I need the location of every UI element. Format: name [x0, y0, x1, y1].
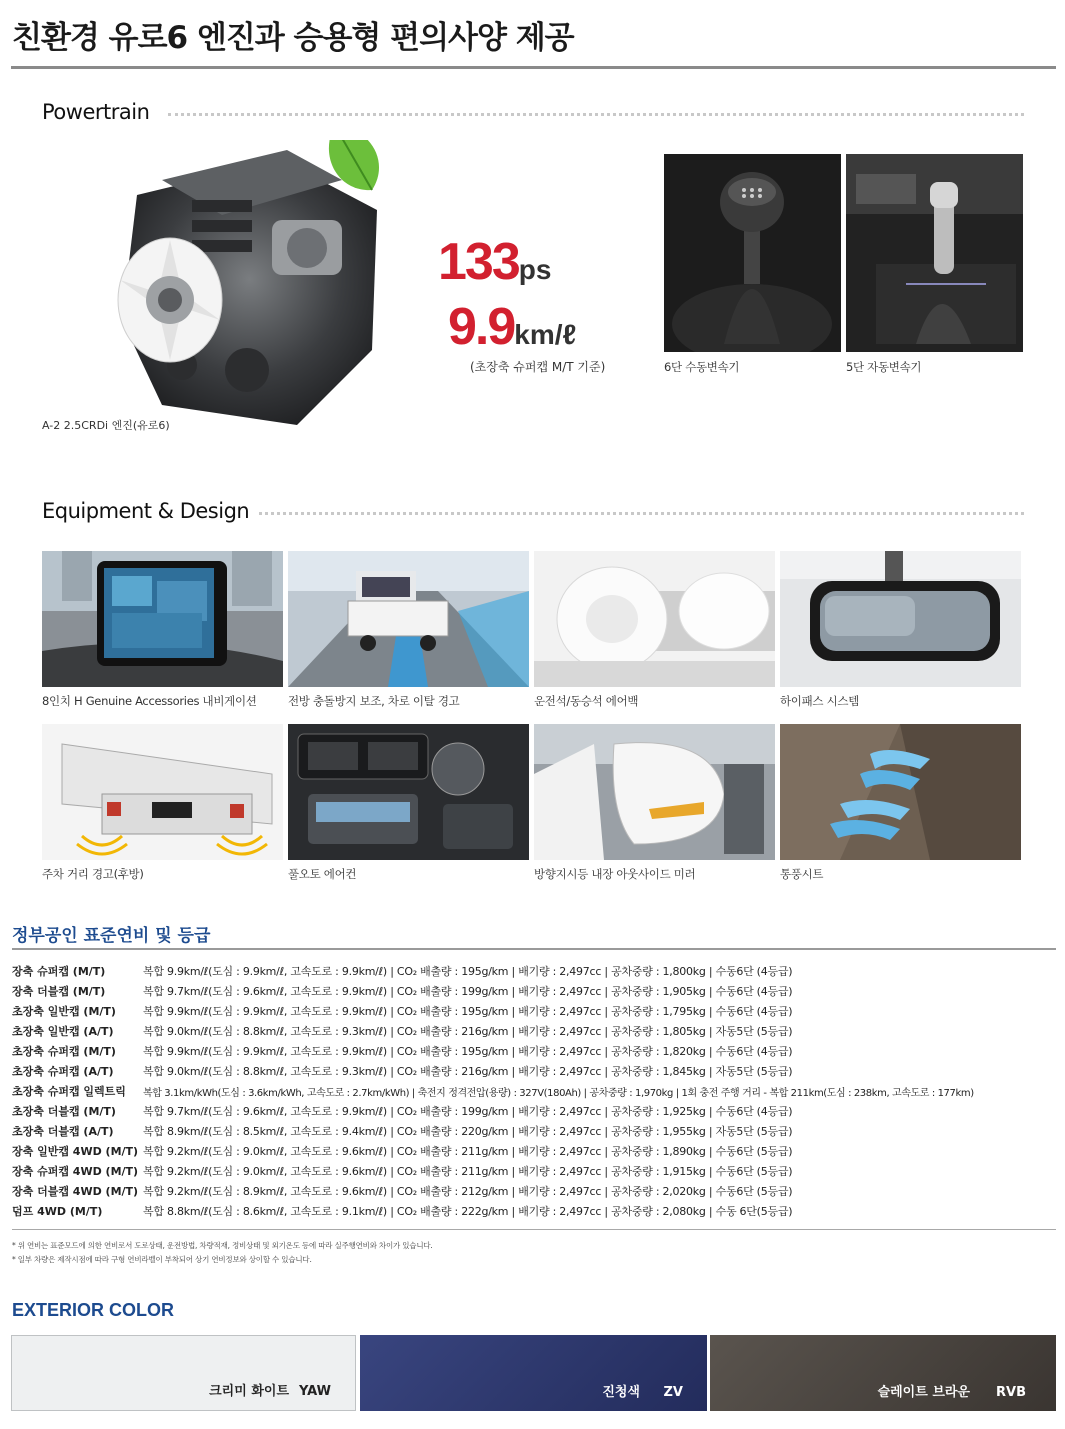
table-row: [12, 961, 1056, 981]
parking-sensor-icon: [42, 724, 283, 860]
model-spec: 복합 9.9km/ℓ(도심 : 9.9km/ℓ, 고속도로 : 9.9km/ℓ) | CO₂ 배출량 : 195g/km | 배기량 : 2,497cc | 공차중량 : 1,800kg | 수동6단 (4등급): [143, 965, 793, 978]
airbag-icon: [534, 551, 775, 687]
table-row: [12, 1081, 1056, 1101]
truck-lane-icon: [288, 551, 529, 687]
model-spec: 복합 9.9km/ℓ(도심 : 9.9km/ℓ, 고속도로 : 9.9km/ℓ) | CO₂ 배출량 : 195g/km | 배기량 : 2,497cc | 공차중량 : 1,795kg | 수동6단 (4등급): [143, 1005, 793, 1018]
model-spec: 복합 9.2km/ℓ(도심 : 9.0km/ℓ, 고속도로 : 9.6km/ℓ) | CO₂ 배출량 : 211g/km | 배기량 : 2,497cc | 공차중량 : 1,890kg | 수동6단 (5등급): [143, 1145, 793, 1158]
model-spec: 복합 9.9km/ℓ(도심 : 9.9km/ℓ, 고속도로 : 9.9km/ℓ) | CO₂ 배출량 : 195g/km | 배기량 : 2,497cc | 공차중량 : 1,820kg | 수동6단 (4등급): [143, 1045, 793, 1058]
model-name: 장축 더블캡 4WD (M/T): [12, 1185, 139, 1198]
model-name: 초장축 일반캡 (M/T): [12, 1005, 116, 1018]
engine-image: [42, 140, 422, 460]
table-row: [12, 1041, 1056, 1061]
model-name: 장축 슈퍼캡 4WD (M/T): [12, 1165, 139, 1178]
color-swatch-navy[interactable]: [360, 1335, 707, 1411]
color-swatch-brown[interactable]: [710, 1335, 1056, 1411]
model-name: 덤프 4WD (M/T): [12, 1205, 103, 1218]
power-spec: [438, 232, 551, 292]
model-spec: 복합 9.2km/ℓ(도심 : 9.0km/ℓ, 고속도로 : 9.6km/ℓ) | CO₂ 배출량 : 211g/km | 배기량 : 2,497cc | 공차중량 : 1,915kg | 수동6단 (5등급): [143, 1165, 793, 1178]
fuel-table-bottom-rule: [12, 1229, 1056, 1230]
footnote: * 위 연비는 표준모드에 의한 연비로서 도로상태, 운전방법, 차량적재, 정비상태 및 외기온도 등에 따라 실주행연비와 차이가 있습니다.: [12, 1241, 433, 1250]
footnote: * 일부 차량은 제작시점에 따라 구형 연비라벨이 부착되어 상기 연비정보와 상이할 수 있습니다.: [12, 1255, 312, 1264]
model-spec: 복합 9.2km/ℓ(도심 : 8.9km/ℓ, 고속도로 : 9.6km/ℓ) | CO₂ 배출량 : 212g/km | 배기량 : 2,497cc | 공차중량 : 2,020kg | 수동6단 (5등급): [143, 1185, 793, 1198]
model-name: 초장축 더블캡 (M/T): [12, 1105, 116, 1118]
fuel-value: 9.9: [448, 298, 515, 356]
table-row: [12, 1121, 1056, 1141]
title-divider: [11, 66, 1056, 69]
color-code: ZV: [663, 1385, 683, 1400]
climate-control-icon: [288, 724, 529, 860]
model-spec: 복합 8.8km/ℓ(도심 : 8.6km/ℓ, 고속도로 : 9.1km/ℓ) | CO₂ 배출량 : 222g/km | 배기량 : 2,497cc | 공차중량 : 2,080kg | 수동 6단(5등급): [143, 1205, 793, 1218]
model-spec: 복합 9.7km/ℓ(도심 : 9.6km/ℓ, 고속도로 : 9.9km/ℓ) | CO₂ 배출량 : 199g/km | 배기량 : 2,497cc | 공차중량 : 1,905kg | 수동6단 (4등급): [143, 985, 793, 998]
model-name: 초장축 일반캡 (A/T): [12, 1025, 114, 1038]
table-row: [12, 1141, 1056, 1161]
table-row: [12, 1061, 1056, 1081]
exterior-color-heading: EXTERIOR COLOR: [12, 1300, 175, 1320]
powertrain-heading: Powertrain: [42, 100, 150, 124]
color-name: 진청색: [602, 1385, 640, 1400]
parking-warning-caption: 주차 거리 경고(후방): [42, 867, 144, 881]
model-name: 초장축 더블캡 (A/T): [12, 1125, 114, 1138]
fuel-unit: km/ℓ: [514, 319, 577, 350]
model-spec: 복합 3.1km/kWh(도심 : 3.6km/kWh, 고속도로 : 2.7km/kWh) | 축전지 정격전압(용량) : 327V(180Ah) | 공차중량 : 1,970kg | 1회 충전 주행 거리 - 복합 211km(도심 : 238km, 고속도로 : 177km): [143, 1087, 974, 1099]
manual-transmission-caption: 6단 수동변속기: [664, 360, 740, 374]
spec-note: (초장축 슈퍼캡 M/T 기준): [470, 360, 606, 374]
hipass-caption: 하이패스 시스템: [780, 694, 860, 708]
table-row: [12, 1181, 1056, 1201]
side-mirror-icon: [534, 724, 775, 860]
model-spec: 복합 9.7km/ℓ(도심 : 9.6km/ℓ, 고속도로 : 9.9km/ℓ) | CO₂ 배출량 : 199g/km | 배기량 : 2,497cc | 공차중량 : 1,925kg | 수동6단 (4등급): [143, 1105, 793, 1118]
fuel-efficiency-heading: 정부공인 표준연비 및 등급: [12, 926, 211, 946]
powertrain-dotted-rule: [168, 113, 1024, 116]
airbag-caption: 운전석/동승석 에어백: [534, 694, 639, 708]
manual-shifter-icon: [664, 154, 841, 352]
auto-aircon-caption: 풀오토 에어컨: [288, 867, 357, 881]
ventilated-seat-caption: 통풍시트: [780, 867, 824, 881]
model-spec: 복합 9.0km/ℓ(도심 : 8.8km/ℓ, 고속도로 : 9.3km/ℓ) | CO₂ 배출량 : 216g/km | 배기량 : 2,497cc | 공차중량 : 1,805kg | 자동5단 (5등급): [143, 1025, 793, 1038]
table-row: [12, 1201, 1056, 1221]
fuel-heading-rule: [12, 948, 1056, 950]
fuel-spec: [448, 297, 576, 357]
model-spec: 복합 9.0km/ℓ(도심 : 8.8km/ℓ, 고속도로 : 9.3km/ℓ) | CO₂ 배출량 : 216g/km | 배기량 : 2,497cc | 공차중량 : 1,845kg | 자동5단 (5등급): [143, 1065, 793, 1078]
table-row: [12, 1101, 1056, 1121]
color-swatch-white[interactable]: [11, 1335, 356, 1411]
color-code: YAW: [299, 1384, 331, 1399]
color-code: RVB: [996, 1385, 1026, 1400]
rearview-mirror-icon: [780, 551, 1021, 687]
model-name: 장축 더블캡 (M/T): [12, 985, 106, 998]
table-row: [12, 981, 1056, 1001]
automatic-transmission-caption: 5단 자동변속기: [846, 360, 922, 374]
ventilated-seat-icon: [780, 724, 1021, 860]
model-name: 장축 슈퍼캡 (M/T): [12, 965, 106, 978]
navigation-screen-icon: [42, 551, 283, 687]
automatic-shifter-icon: [846, 154, 1023, 352]
model-name: 장축 일반캡 4WD (M/T): [12, 1145, 139, 1158]
model-name: 초장축 슈퍼캡 (M/T): [12, 1045, 116, 1058]
equipment-heading: Equipment & Design: [42, 499, 250, 523]
fuel-efficiency-table: [12, 961, 1056, 1221]
color-name: 슬레이트 브라운: [877, 1385, 970, 1400]
color-name: 크리미 화이트: [209, 1384, 289, 1399]
engine-caption: A-2 2.5CRDi 엔진(유로6): [42, 419, 170, 432]
table-row: [12, 1021, 1056, 1041]
collision-assist-caption: 전방 충돌방지 보조, 차로 이탈 경고: [288, 694, 460, 708]
table-row: [12, 1161, 1056, 1181]
table-row: [12, 1001, 1056, 1021]
model-name: 초장축 슈퍼캡 (A/T): [12, 1065, 114, 1078]
equipment-dotted-rule: [259, 512, 1024, 515]
model-spec: 복합 8.9km/ℓ(도심 : 8.5km/ℓ, 고속도로 : 9.4km/ℓ) | CO₂ 배출량 : 220g/km | 배기량 : 2,497cc | 공차중량 : 1,955kg | 자동5단 (5등급): [143, 1125, 793, 1138]
model-name: 초장축 슈퍼캡 일렉트릭: [12, 1085, 126, 1098]
power-value: 133: [438, 233, 519, 291]
mirror-turn-signal-caption: 방향지시등 내장 아웃사이드 미러: [534, 867, 696, 881]
navigation-caption: 8인치 H Genuine Accessories 내비게이션: [42, 694, 257, 708]
power-unit: ps: [518, 254, 552, 285]
page-title: 친환경 유로6 엔진과 승용형 편의사양 제공: [12, 20, 574, 56]
